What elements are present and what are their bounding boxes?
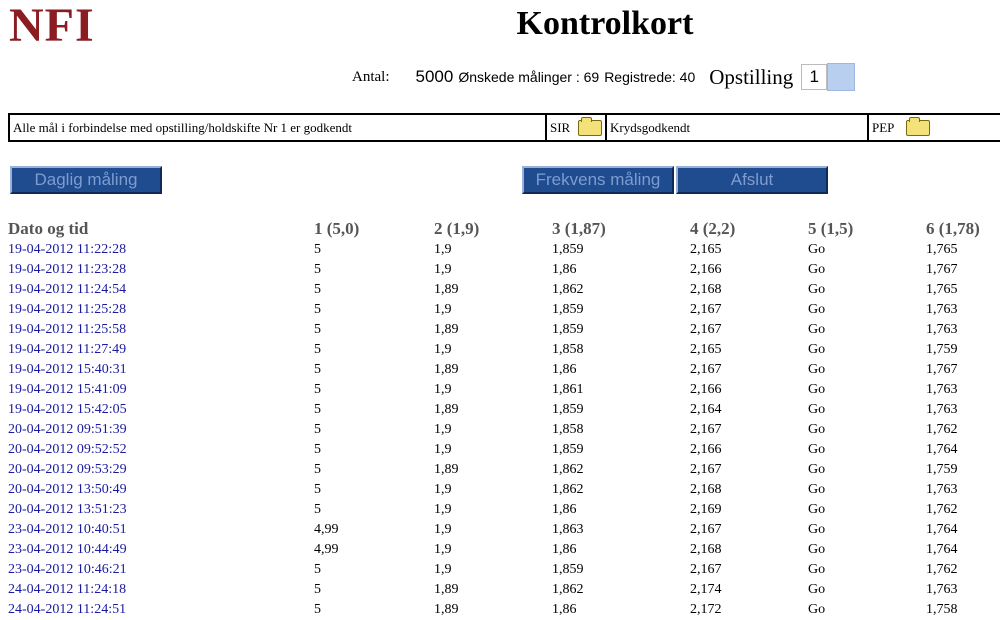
measurement-date-link[interactable]: 19-04-2012 11:25:28 [8,302,127,317]
pep-cell [869,115,1000,140]
measurement-value: 1,858 [552,422,584,437]
measurement-value: 2,167 [690,422,722,437]
measurement-value: 2,166 [690,262,722,277]
measurement-value: 5 [314,422,321,437]
measurement-value: 5 [314,562,321,577]
measurement-value: 2,165 [690,242,722,257]
measurement-date-link[interactable]: 19-04-2012 11:25:58 [8,322,127,337]
measurement-value: 2,168 [690,482,722,497]
measurement-value: 1,89 [434,582,459,597]
measurement-value: 1,861 [552,382,584,397]
column-header: 2 (1,9) [434,219,480,238]
measurement-value: Go [808,522,826,537]
measurement-date-link[interactable]: 20-04-2012 09:51:39 [8,422,127,437]
measurement-value: Go [808,442,826,457]
sir-cell [547,115,607,140]
measurement-table [8,218,986,620]
measurement-value: Go [808,462,826,477]
table-row [8,600,986,620]
measurement-value: 1,86 [552,602,577,617]
measurement-value: 5 [314,502,321,517]
measurement-value: 1,767 [926,362,958,377]
measurement-value: 2,166 [690,382,722,397]
antal-value: 5000 [415,67,454,86]
measurement-date-link[interactable]: 23-04-2012 10:40:51 [8,522,127,537]
measurement-value: 1,859 [552,322,584,337]
frekvens-maaling-button[interactable]: Frekvens måling [522,166,674,194]
measurement-value: 5 [314,322,321,337]
table-row [8,240,986,260]
folder-icon[interactable] [906,120,930,136]
measurement-value: 2,168 [690,282,722,297]
measurement-value: 1,762 [926,502,958,517]
measurement-value: 1,862 [552,482,584,497]
measurement-value: 1,763 [926,382,958,397]
measurement-value: Go [808,422,826,437]
table-row [8,260,986,280]
measurement-value: 1,9 [434,482,452,497]
measurement-value: 1,759 [926,462,958,477]
oenskede-maalinger: Ønskede målinger : 69 [458,69,600,85]
measurement-value: Go [808,322,826,337]
measurement-value: 1,86 [552,542,577,557]
column-header: 3 (1,87) [552,219,606,238]
measurement-date-link[interactable]: 20-04-2012 13:50:49 [8,482,127,497]
sir-label: SIR [550,119,571,135]
measurement-value: Go [808,342,826,357]
measurement-value: Go [808,602,826,617]
measurement-value: 2,165 [690,342,722,357]
measurement-value: 1,762 [926,562,958,577]
measurement-date-link[interactable]: 19-04-2012 11:24:54 [8,282,127,297]
measurement-value: 2,169 [690,502,722,517]
measurement-value: 5 [314,442,321,457]
measurement-value: 5 [314,462,321,477]
pep-label: PEP [872,119,895,135]
measurement-value: 1,86 [552,502,577,517]
measurement-value: 1,89 [434,462,459,477]
measurement-value: 2,167 [690,462,722,477]
measurement-value: 1,762 [926,422,958,437]
folder-icon[interactable] [578,120,602,136]
measurement-value: 1,86 [552,262,577,277]
measurement-date-link[interactable]: 23-04-2012 10:46:21 [8,562,127,577]
measurement-value: 2,167 [690,562,722,577]
antal-label: Antal: [352,68,390,85]
measurement-value: 1,9 [434,522,452,537]
measurement-value: 1,862 [552,462,584,477]
measurement-value: 1,862 [552,582,584,597]
measurement-value: Go [808,542,826,557]
kryds-cell [607,115,869,140]
measurement-value: Go [808,402,826,417]
measurement-value: 1,767 [926,262,958,277]
table-row [8,340,986,360]
measurement-value: Go [808,582,826,597]
table-row [8,560,986,580]
column-header: 5 (1,5) [808,219,854,238]
measurement-value: 1,89 [434,362,459,377]
measurement-value: Go [808,282,826,297]
measurement-value: Go [808,362,826,377]
measurement-value: 1,859 [552,242,584,257]
measurement-value: 1,9 [434,542,452,557]
table-header-row [8,218,986,240]
table-row [8,460,986,480]
measurement-value: Go [808,262,826,277]
column-header: 6 (1,78) [926,219,980,238]
measurement-value: Go [808,482,826,497]
opstilling-select-button[interactable] [827,63,855,91]
measurement-value: 1,9 [434,242,452,257]
measurement-value: 1,9 [434,422,452,437]
measurement-value: 1,765 [926,242,958,257]
measurement-value: 2,167 [690,522,722,537]
measurement-value: 1,858 [552,342,584,357]
measurement-value: 1,758 [926,602,958,617]
measurement-value: 1,763 [926,322,958,337]
opstilling-input[interactable]: 1 [801,64,827,90]
daglig-maaling-button[interactable]: Daglig måling [10,166,162,194]
measurement-value: 5 [314,482,321,497]
measurement-value: 5 [314,362,321,377]
measurement-value: 2,167 [690,302,722,317]
measurement-value: 1,763 [926,482,958,497]
column-header: 4 (2,2) [690,219,736,238]
column-header: Dato og tid [8,219,89,238]
column-header: 1 (5,0) [314,219,360,238]
registrede-count: Registrede: 40 [604,69,696,85]
measurement-value: Go [808,242,826,257]
measurement-date-link[interactable]: 19-04-2012 11:27:49 [8,342,127,357]
measurement-value: Go [808,382,826,397]
measurement-date-link[interactable]: 19-04-2012 15:42:05 [8,402,127,417]
measurement-date-link[interactable]: 24-04-2012 11:24:18 [8,582,127,597]
measurement-value: 1,89 [434,282,459,297]
status-bar [8,113,1000,142]
table-row [8,320,986,340]
measurement-value: 1,89 [434,402,459,417]
measurement-value: 1,9 [434,302,452,317]
measurement-value: Go [808,302,826,317]
measurement-value: 5 [314,262,321,277]
measurement-value: 2,167 [690,362,722,377]
measurement-value: 5 [314,402,321,417]
measurement-value: 4,99 [314,522,339,537]
measurement-value: 1,89 [434,602,459,617]
nfi-logo: NFI [9,0,95,52]
measurement-date-link[interactable]: 20-04-2012 13:51:23 [8,502,127,517]
summary-bar [352,62,855,92]
measurement-value: 1,9 [434,442,452,457]
measurement-value: 1,764 [926,442,958,457]
table-row [8,400,986,420]
table-row [8,540,986,560]
measurement-value: 1,859 [552,562,584,577]
measurement-value: 1,863 [552,522,584,537]
measurement-value: 5 [314,582,321,597]
measurement-value: 1,859 [552,442,584,457]
measurement-value: 5 [314,302,321,317]
measurement-value: 1,763 [926,582,958,597]
measurement-value: 1,764 [926,542,958,557]
measurement-value: 5 [314,282,321,297]
table-row [8,520,986,540]
table-row [8,280,986,300]
measurement-date-link[interactable]: 20-04-2012 09:53:29 [8,462,127,477]
measurement-value: 2,168 [690,542,722,557]
measurement-value: 1,89 [434,322,459,337]
measurement-date-link[interactable]: 19-04-2012 15:40:31 [8,362,127,377]
table-row [8,440,986,460]
measurement-value: 2,174 [690,582,722,597]
measurement-value: 1,764 [926,522,958,537]
table-row [8,360,986,380]
measurement-date-link[interactable]: 20-04-2012 09:52:52 [8,442,127,457]
measurement-value: 2,172 [690,602,722,617]
measurement-value: 1,9 [434,262,452,277]
measurement-value: 5 [314,342,321,357]
measurement-value: 5 [314,602,321,617]
opstilling-label: Opstilling [709,64,794,89]
measurement-value: 1,763 [926,302,958,317]
measurement-value: 2,167 [690,322,722,337]
measurement-value: Go [808,562,826,577]
measurement-value: 1,86 [552,362,577,377]
measurement-value: 1,765 [926,282,958,297]
measurement-value: 1,859 [552,402,584,417]
measurement-value: 2,166 [690,442,722,457]
measurement-date-link[interactable]: 24-04-2012 11:24:51 [8,602,127,617]
measurement-value: 1,9 [434,342,452,357]
measurement-date-link[interactable]: 19-04-2012 11:23:28 [8,262,127,277]
kryds-status: Krydsgodkendt [610,119,691,135]
measurement-value: 2,164 [690,402,722,417]
measurement-value: 4,99 [314,542,339,557]
measurement-value: 1,9 [434,502,452,517]
measurement-date-link[interactable]: 19-04-2012 11:22:28 [8,242,127,257]
measurement-value: 1,859 [552,302,584,317]
table-row [8,580,986,600]
table-row [8,480,986,500]
table-row [8,500,986,520]
status-message: Alle mål i forbindelse med opstilling/holdskifte Nr 1 er godkendt [13,119,353,135]
measurement-value: 1,763 [926,402,958,417]
afslut-button[interactable]: Afslut [676,166,828,194]
measurement-date-link[interactable]: 19-04-2012 15:41:09 [8,382,127,397]
measurement-value: 1,9 [434,562,452,577]
status-message-cell [10,115,547,140]
measurement-value: 1,862 [552,282,584,297]
measurement-value: 5 [314,382,321,397]
table-row [8,420,986,440]
measurement-value: 1,9 [434,382,452,397]
measurement-value: 5 [314,242,321,257]
measurement-value: Go [808,502,826,517]
table-row [8,300,986,320]
table-row [8,380,986,400]
measurement-date-link[interactable]: 23-04-2012 10:44:49 [8,542,127,557]
page-title: Kontrolkort [516,5,694,42]
measurement-value: 1,759 [926,342,958,357]
